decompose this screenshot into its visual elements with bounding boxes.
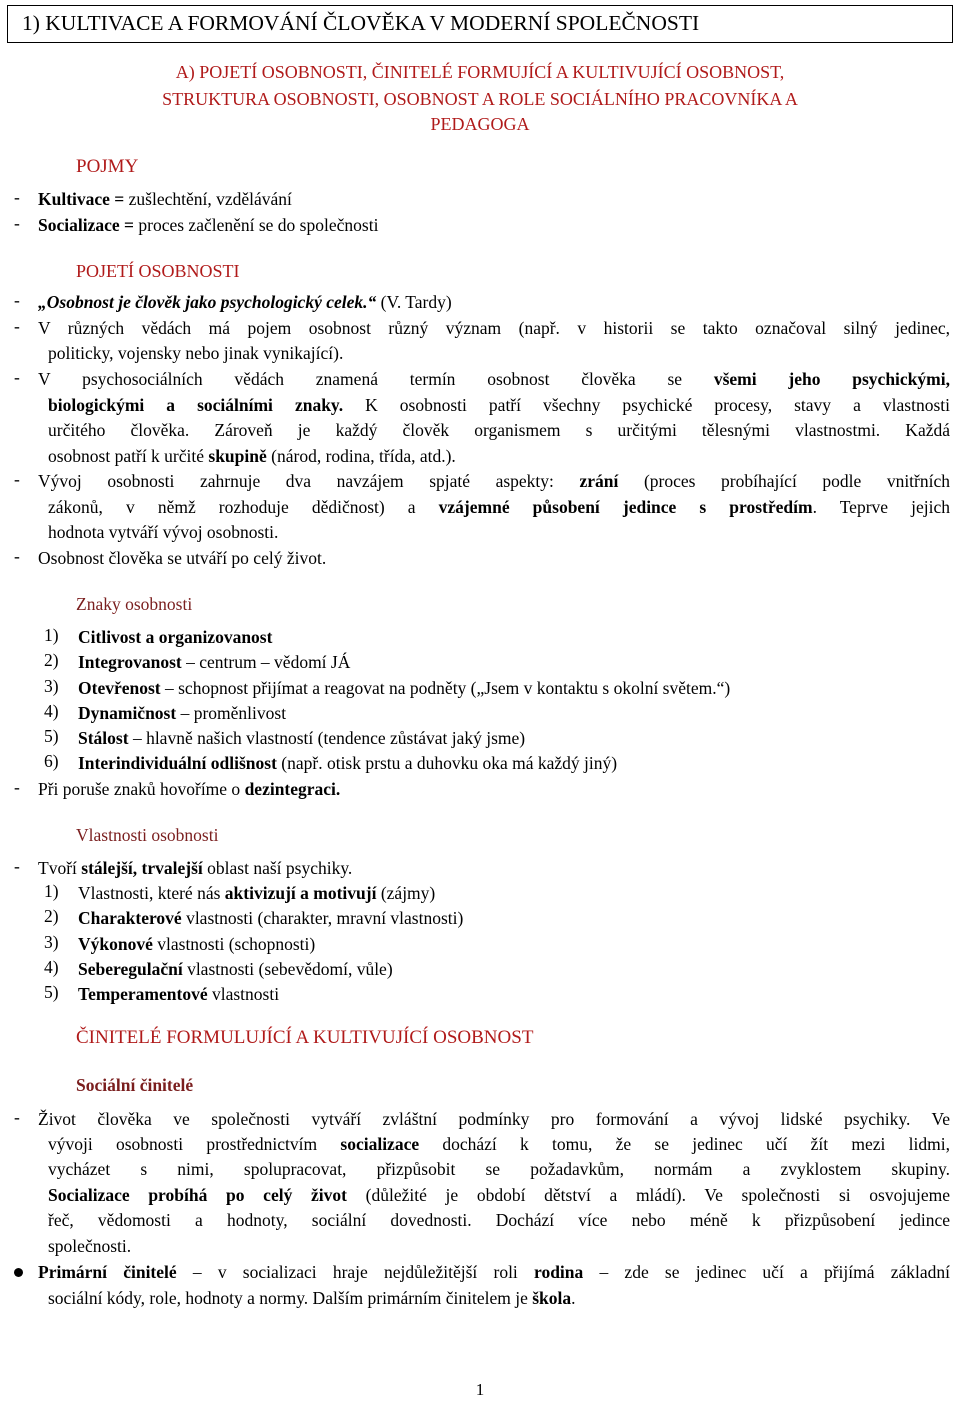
vlastnosti-item: Vlastnosti, které nás aktivizují a motivují (zájmy) xyxy=(78,883,436,903)
section-a-heading-line2: STRUKTURA OSOBNOSTI, OSOBNOST A ROLE SOCIÁLNÍHO PRACOVNÍKA A xyxy=(162,89,798,109)
znaky-number: 5) xyxy=(44,726,59,746)
vlastnosti-intro: Tvoří stálejší, trvalejší oblast naší psychiky. xyxy=(38,858,353,878)
vlastnosti-number: 4) xyxy=(44,957,59,977)
pojeti-item4-line2: zákonů, v němž rozhoduje dědičnost) a vzájemné působení jedince s prostředím. Teprve jejich xyxy=(48,497,950,517)
znaky-number: 4) xyxy=(44,701,59,721)
pojeti-item2-line1: V různých vědách má pojem osobnost různý význam (např. v historii se takto označoval silný jedinec, xyxy=(38,318,950,338)
cinitele-p2-line2: sociální kódy, role, hodnoty a normy. Dalším primárním činitelem je škola. xyxy=(48,1288,576,1308)
znaky-item: Interindividuální odlišnost (např. otisk prstu a duhovku oka má každý jiný) xyxy=(78,753,618,773)
znaky-item: Citlivost a organizovanost xyxy=(78,627,273,647)
dash-marker: - xyxy=(14,213,20,233)
vlastnosti-heading: Vlastnosti osobnosti xyxy=(76,825,219,845)
pojeti-definition: „Osobnost je člověk jako psychologický celek.“ (V. Tardy) xyxy=(38,292,452,312)
znaky-number: 1) xyxy=(44,625,59,645)
pojeti-item4-line1: Vývoj osobnosti zahrnuje dva navzájem spjaté aspekty: zrání (proces probíhající podle vnitřních xyxy=(38,471,950,491)
znaky-number: 3) xyxy=(44,676,59,696)
pojeti-item5: Osobnost člověka se utváří po celý život. xyxy=(38,548,327,568)
znaky-note: Při poruše znaků hovoříme o dezintegraci. xyxy=(38,779,341,799)
page-title: 1) KULTIVACE A FORMOVÁNÍ ČLOVĚKA V MODERNÍ SPOLEČNOSTI xyxy=(22,11,700,35)
pojeti-item3-line4: osobnost patří k určité skupině (národ, rodina, třída, atd.). xyxy=(48,446,456,466)
vlastnosti-item: Temperamentové vlastnosti xyxy=(78,984,280,1004)
cinitele-p1-line5: řeč, vědomosti a hodnoty, sociální dovednosti. Dochází více nebo méně k přizpůsobení jedince xyxy=(48,1210,950,1230)
cinitele-p1-line6: společnosti. xyxy=(48,1236,132,1256)
section-a-heading-line3: PEDAGOGA xyxy=(430,114,530,134)
vlastnosti-item: Seberegulační vlastnosti (sebevědomí, vůle) xyxy=(78,959,393,979)
cinitele-p2-line1: Primární činitelé – v socializaci hraje nejdůležitější roli rodina – zde se jedinec učí a přijímá základní xyxy=(38,1262,950,1282)
cinitele-p1-line2: vývoji osobnosti prostřednictvím socializace dochází k tomu, že se jedinec učí žít mezi lidmi, xyxy=(48,1134,950,1154)
vlastnosti-number: 5) xyxy=(44,982,59,1002)
dash-marker: - xyxy=(14,187,20,207)
cinitele-p1-line3: vycházet s nimi, spolupracovat, přizpůsobit se požadavkům, normám a zvyklostem skupiny. xyxy=(48,1159,950,1179)
pojeti-item3-line2: biologickými a sociálními znaky. K osobnosti patří všechny psychické procesy, stavy a vlastnosti xyxy=(48,395,950,415)
dash-marker: - xyxy=(14,316,20,336)
znaky-heading: Znaky osobnosti xyxy=(76,594,193,614)
znaky-number: 6) xyxy=(44,751,59,771)
znaky-item: Stálost – hlavně našich vlastností (tendence zůstávat jaký jsme) xyxy=(78,728,526,748)
dash-marker: - xyxy=(14,546,20,566)
vlastnosti-item: Charakterové vlastnosti (charakter, mravní vlastnosti) xyxy=(78,908,464,928)
pojeti-item3-line1: V psychosociálních vědách znamená termín osobnost člověka se všemi jeho psychickými, xyxy=(38,369,950,389)
pojeti-item2-line2: politicky, vojensky nebo jinak vynikající). xyxy=(48,343,344,363)
znaky-item: Dynamičnost – proměnlivost xyxy=(78,703,287,723)
cinitele-heading: ČINITELÉ FORMULUJÍCÍ A KULTIVUJÍCÍ OSOBNOST xyxy=(76,1027,534,1048)
pojeti-item4-line3: hodnota vytváří vývoj osobnosti. xyxy=(48,522,279,542)
pojmy-item-kultivace: Kultivace = zušlechtění, vzdělávání xyxy=(38,189,292,209)
dash-marker: - xyxy=(14,856,20,876)
znaky-item: Otevřenost – schopnost přijímat a reagovat na podněty („Jsem v kontaktu s okolní světem.“) xyxy=(78,678,731,698)
vlastnosti-number: 1) xyxy=(44,881,59,901)
section-a-heading-line1: A) POJETÍ OSOBNOSTI, ČINITELÉ FORMUJÍCÍ A KULTIVUJÍCÍ OSOBNOST, xyxy=(175,62,785,82)
dash-marker: - xyxy=(14,290,20,310)
znaky-item: Integrovanost – centrum – vědomí JÁ xyxy=(78,652,351,672)
pojmy-item-socializace: Socializace = proces začlenění se do společnosti xyxy=(38,215,379,235)
vlastnosti-number: 2) xyxy=(44,906,59,926)
title-frame xyxy=(7,5,953,43)
znaky-number: 2) xyxy=(44,650,59,670)
vlastnosti-item: Výkonové vlastnosti (schopnosti) xyxy=(78,934,316,954)
dash-marker: - xyxy=(14,777,20,797)
dash-marker: - xyxy=(14,469,20,489)
pojeti-item3-line3: určitého člověka. Zároveň je každý člověk organismem s určitými tělesnými vlastnostmi. Každá xyxy=(48,420,950,440)
dash-marker: - xyxy=(14,367,20,387)
vlastnosti-number: 3) xyxy=(44,932,59,952)
dash-marker: - xyxy=(14,1107,20,1127)
cinitele-p1-line1: Život člověka ve společnosti vytváří zvláštní podmínky pro formování a vývoj lidské psychiky. Ve xyxy=(38,1109,950,1129)
socialni-cinitele-heading: Sociální činitelé xyxy=(76,1075,194,1095)
page-number: 1 xyxy=(475,1380,485,1399)
cinitele-p1-line4: Socializace probíhá po celý život (důležité je období dětství a mládí). Ve společnosti si osvojujeme xyxy=(48,1185,950,1205)
pojeti-heading: POJETÍ OSOBNOSTI xyxy=(76,261,240,281)
pojmy-heading: POJMY xyxy=(76,156,139,177)
bullet-icon xyxy=(14,1268,23,1277)
